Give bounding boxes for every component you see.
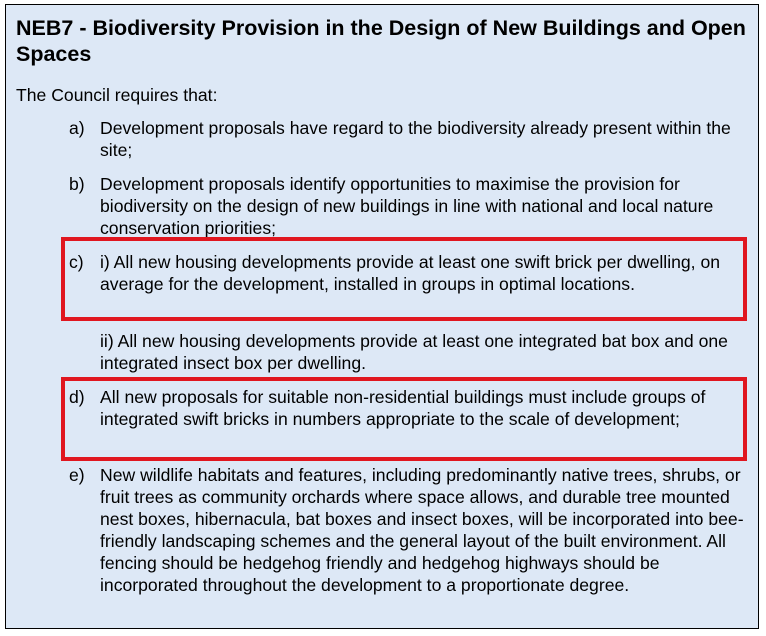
list-marker: c) <box>69 252 84 272</box>
list-marker: a) <box>69 118 85 138</box>
list-item-text: New wildlife habitats and features, including predominantly native trees, shrubs, or fruit trees as community orchards where space allows, and durable tree mounted nest boxes, hibernacula, bat boxes and insect boxes, will be incorporated into bee-friendly landscaping schemes and the general layout of the built environment. All fencing should be hedgehog friendly and hedgehog highways should be incorporated throughout the development to a proportionate degree. <box>100 465 744 595</box>
list-item-text: Development proposals identify opportunities to maximise the provision for biodiversity on the design of new buildings in line with national and local nature conservation priorities; <box>100 174 714 238</box>
list-marker: b) <box>69 174 85 194</box>
list-item-text: ii) All new housing developments provide at least one integrated bat box and one integrated insect box per dwelling. <box>100 331 728 373</box>
list-item-text: i) All new housing developments provide at least one swift brick per dwelling, on average for the development, installed in groups in optimal locations. <box>100 252 721 294</box>
policy-title: NEB7 - Biodiversity Provision in the Design of New Buildings and Open Spaces <box>16 16 746 66</box>
list-item-text: Development proposals have regard to the biodiversity already present within the site; <box>100 118 731 160</box>
policy-box <box>5 4 759 629</box>
list-marker: d) <box>69 387 85 407</box>
policy-intro: The Council requires that: <box>16 85 218 105</box>
list-item-text: All new proposals for suitable non-residential buildings must include groups of integrated swift bricks in numbers appropriate to the scale of development; <box>100 387 706 429</box>
list-marker: e) <box>69 465 85 485</box>
